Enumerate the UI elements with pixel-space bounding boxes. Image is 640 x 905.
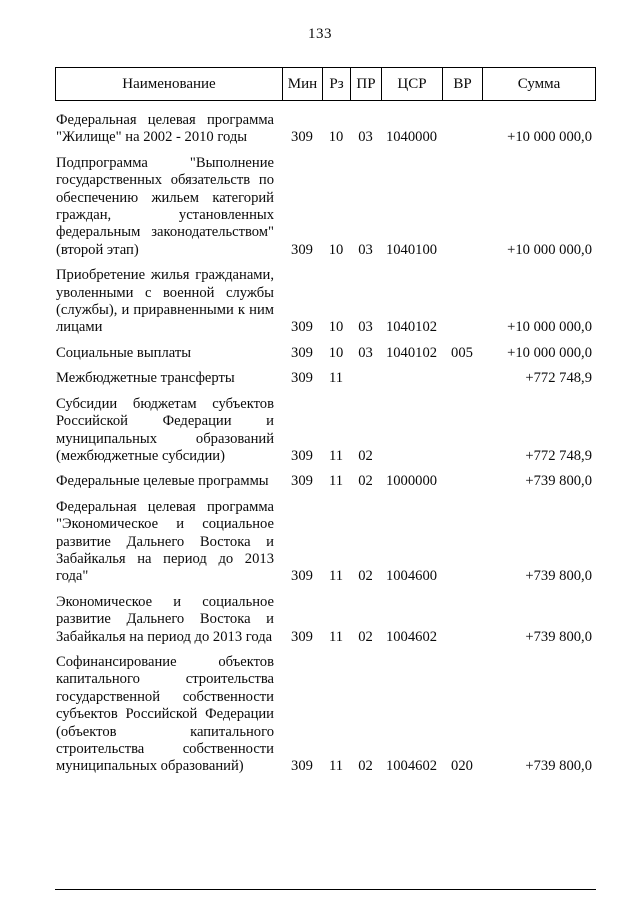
row-pr: 03 [358,319,373,336]
header-vr: ВР [442,68,482,100]
row-name: Федеральная целевая программа "Жилище" на 2002 - 2010 годы [56,112,274,146]
row-name: Подпрограмма "Выполнение государственных обязательств по обеспечению жильем категорий граждан, установленных федеральным законодательством" (второй этап) [56,154,274,258]
row-min: 309 [291,370,313,387]
row-min: 309 [291,568,313,585]
table-row [56,654,596,776]
row-rz: 11 [328,370,344,387]
row-min: 309 [291,628,313,645]
row-min: 309 [291,241,313,258]
row-rz: 10 [328,129,344,146]
row-sum: +10 000 000,0 [507,319,592,336]
row-min: 309 [291,319,313,336]
row-pr: 03 [358,129,373,146]
row-rz: 11 [328,568,344,585]
header-csr: ЦСР [381,68,442,100]
next-table-top-border [55,889,596,890]
table-row [56,112,596,147]
row-name: Федеральная целевая программа "Экономическое и социальное развитие Дальнего Востока и Забайкалья на период до 2013 года" [56,498,274,585]
row-name: Межбюджетные трансферты [56,370,235,387]
row-vr: 020 [451,758,473,775]
table-body [55,112,596,776]
row-name: Социальные выплаты [56,344,192,361]
row-sum: +739 800,0 [525,758,592,775]
header-name: Наименование [122,75,216,92]
row-csr: 1000000 [385,473,438,490]
row-sum: +772 748,9 [525,370,592,387]
table-row [56,370,596,387]
table-row [56,345,596,362]
row-rz: 10 [328,319,344,336]
row-name: Приобретение жилья гражданами, уволенными с военной службы (службы), и приравненными к ним лицами [56,267,274,336]
row-min: 309 [291,129,313,146]
header-rz: Рз [322,68,350,100]
row-rz: 10 [328,344,344,361]
row-sum: +772 748,9 [525,447,592,464]
row-name: Софинансирование объектов капитального строительства государственной собственности субъектов Российской Федерации (объектов капитального строительства собственности муниципальных образований) [56,653,274,775]
row-vr: 005 [451,344,473,361]
header-min: Мин [282,68,322,100]
row-sum: +739 800,0 [525,628,592,645]
row-sum: +10 000 000,0 [507,241,592,258]
row-pr: 02 [358,473,373,490]
table-row [56,594,596,646]
row-sum: +10 000 000,0 [507,344,592,361]
table-row [56,155,596,259]
row-pr: 02 [358,568,373,585]
row-pr: 02 [358,447,373,464]
row-csr: 1004602 [385,758,438,775]
row-sum: +739 800,0 [525,568,592,585]
table-row [56,473,596,490]
row-rz: 11 [328,473,344,490]
row-csr: 1040000 [385,129,438,146]
row-name: Субсидии бюджетам субъектов Российской Федерации и муниципальных образований (межбюджетные субсидии) [56,395,274,464]
row-csr: 1004600 [385,568,438,585]
header-pr: ПР [350,68,381,100]
table-row [56,499,596,586]
row-pr: 03 [358,241,373,258]
row-rz: 11 [328,628,344,645]
row-min: 309 [291,344,313,361]
row-min: 309 [291,758,313,775]
row-csr: 1040102 [385,344,438,361]
row-name: Экономическое и социальное развитие Дальнего Востока и Забайкалья на период до 2013 года [56,593,274,645]
row-min: 309 [291,447,313,464]
row-rz: 11 [328,758,344,775]
row-csr: 1040102 [385,319,438,336]
table-row [56,396,596,466]
row-rz: 11 [328,447,344,464]
row-pr: 02 [358,628,373,645]
row-sum: +739 800,0 [525,473,592,490]
budget-table [55,67,596,776]
table-header-row [55,67,596,101]
row-name: Федеральные целевые программы [56,473,269,490]
header-sum: Сумма [482,68,595,100]
table-row [56,267,596,337]
row-pr: 03 [358,344,373,361]
row-pr: 02 [358,758,373,775]
row-csr: 1040100 [385,241,438,258]
row-min: 309 [291,473,313,490]
row-csr: 1004602 [385,628,438,645]
page-number: 133 [308,26,332,42]
row-sum: +10 000 000,0 [507,129,592,146]
row-rz: 10 [328,241,344,258]
